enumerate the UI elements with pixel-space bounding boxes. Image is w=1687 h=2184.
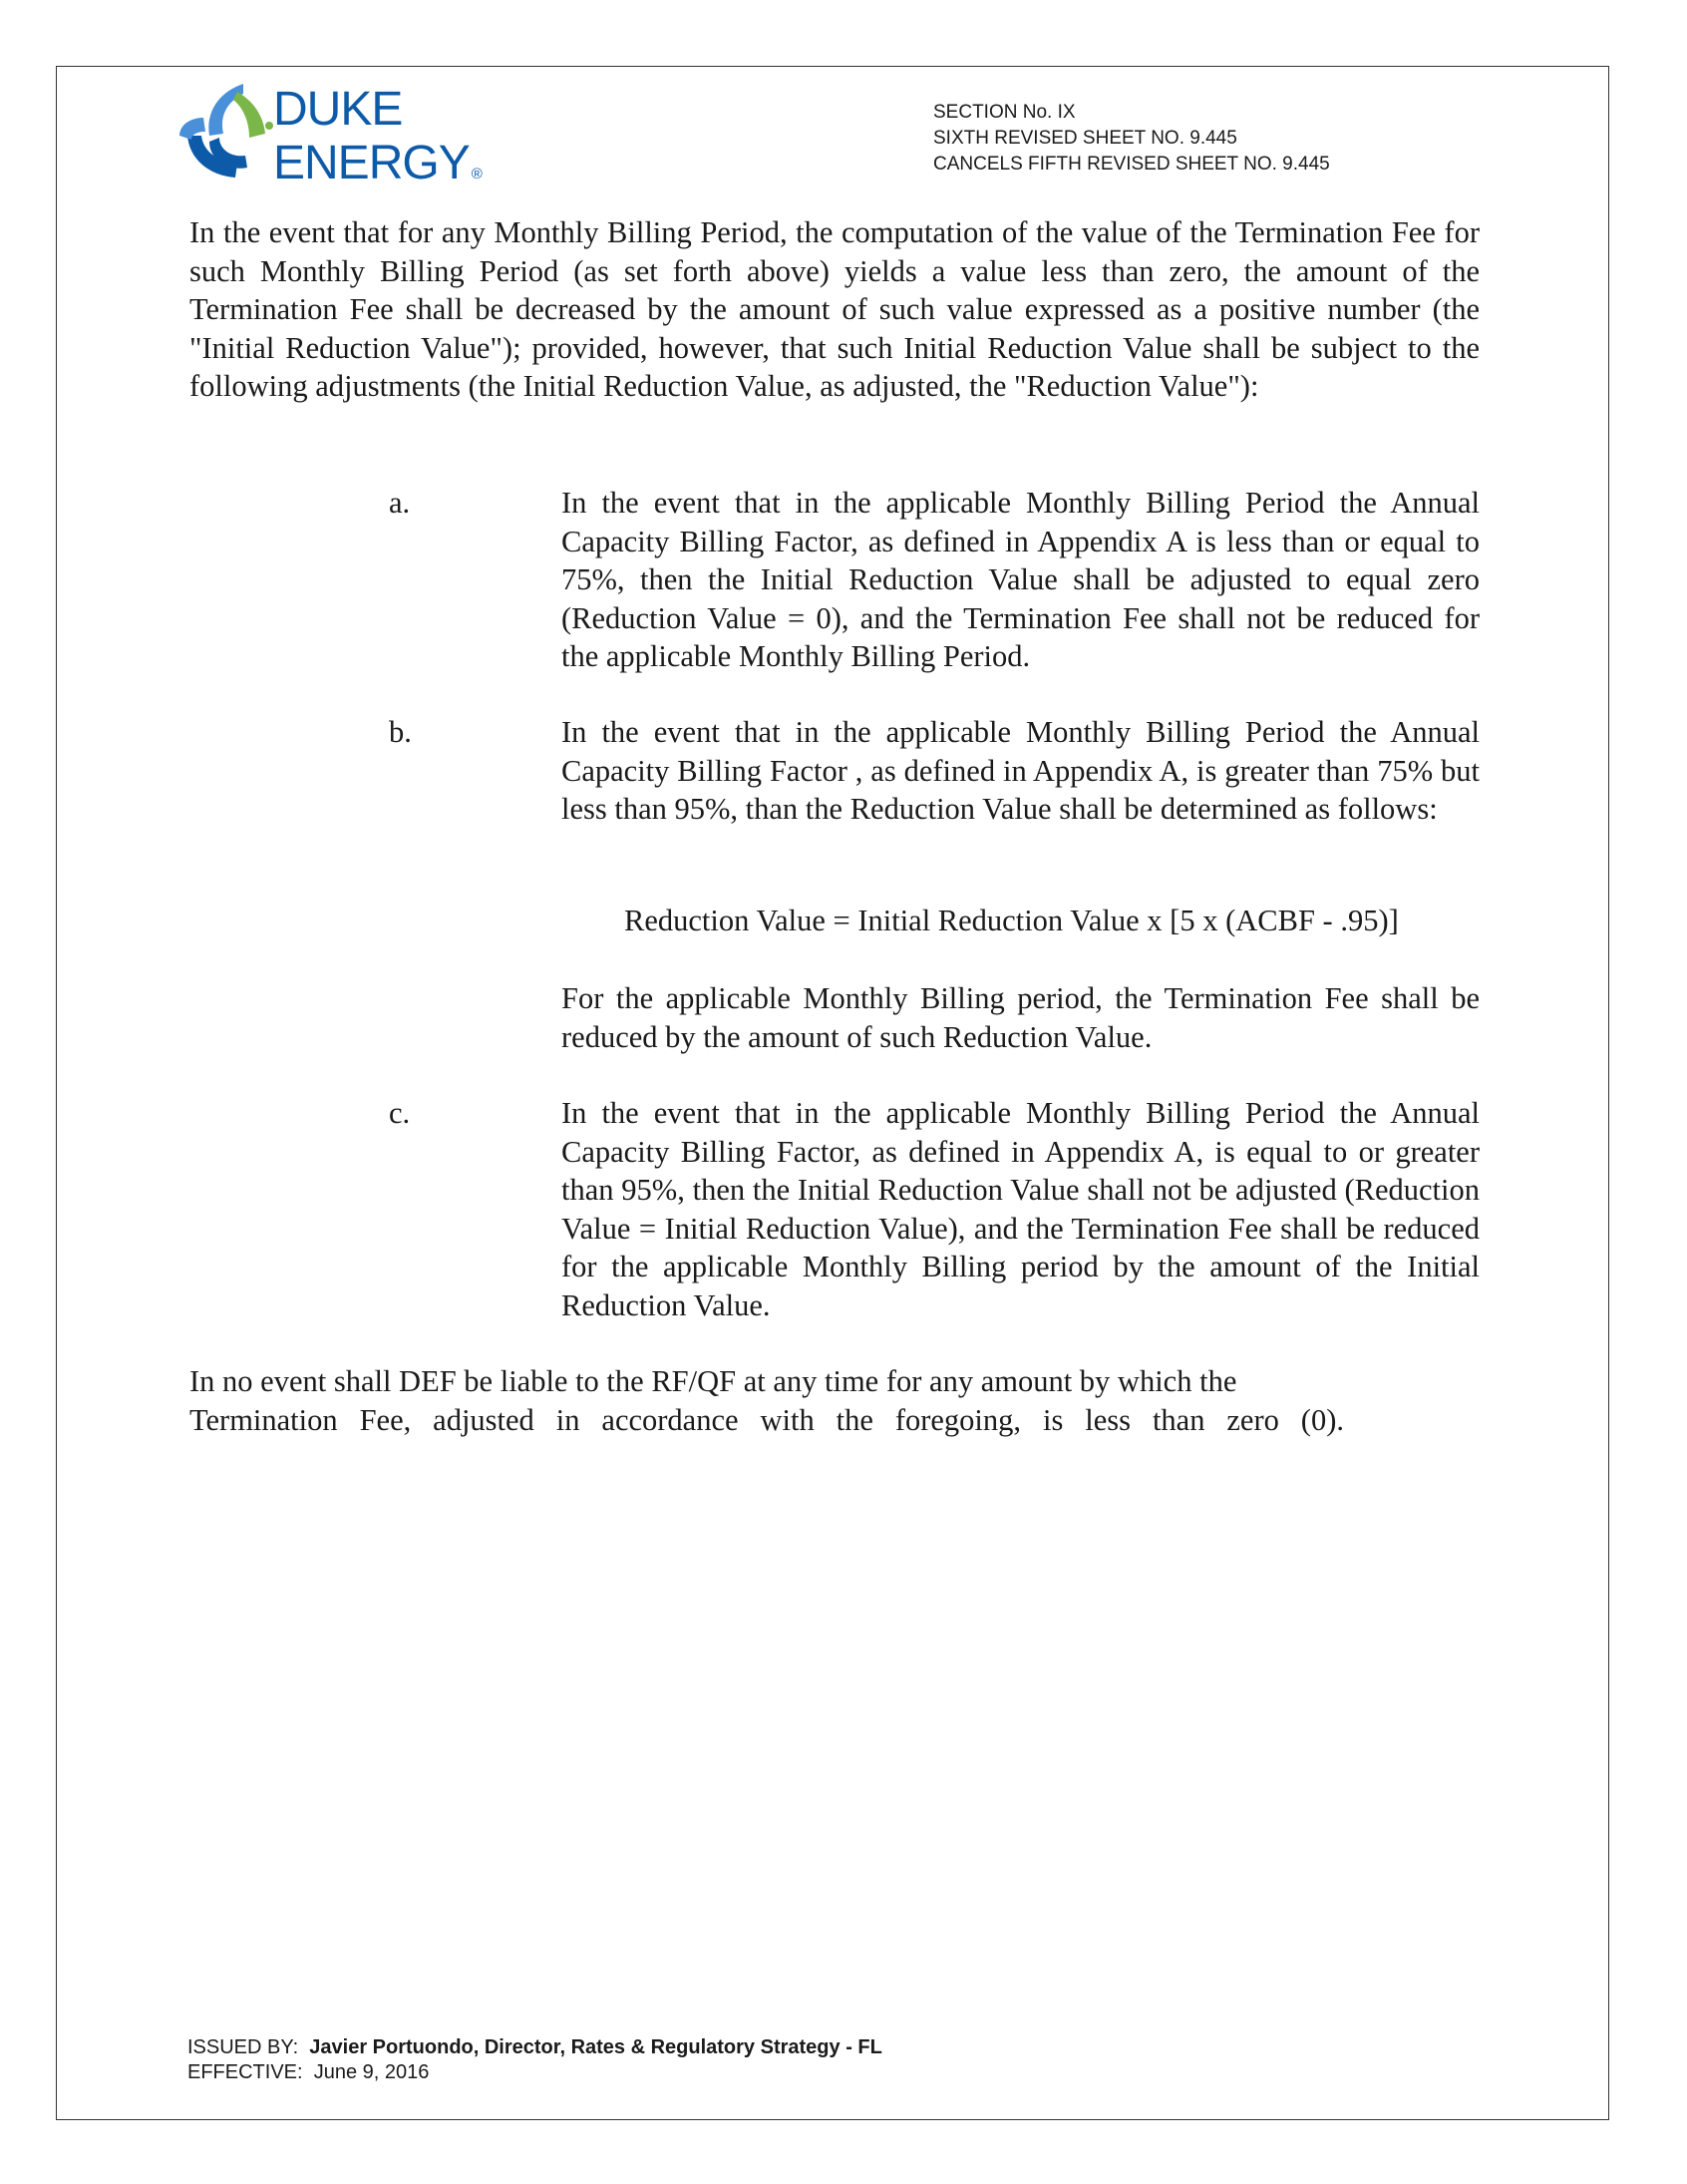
item-c-label: c. — [389, 1096, 411, 1130]
effective-label: EFFECTIVE: — [187, 2061, 303, 2083]
closing-line-1: In no event shall DEF be liable to the RF/QF at any time for any amount by which the — [189, 1364, 1237, 1398]
issued-by-value: Javier Portuondo, Director, Rates & Regulatory Strategy - FL — [309, 2036, 882, 2058]
revised-sheet-number: SIXTH REVISED SHEET NO. 9.445 — [933, 128, 1237, 149]
registered-mark: ® — [471, 166, 482, 182]
issuance-footer — [187, 2035, 882, 2085]
duke-energy-logo — [179, 78, 499, 187]
closing-line-2: Termination Fee, adjusted in accordance with the foregoing, is less than zero (0). — [189, 1402, 1344, 1437]
issued-by-label: ISSUED BY: — [187, 2036, 299, 2058]
item-b-text: In the event that in the applicable Monthly Billing Period the Annual Capacity Billing Factor , as defined in Appendix A, is greater than 75% but less than 95%, than the Reduction Value shall be determined as follows: — [561, 715, 1480, 826]
item-a-label: a. — [389, 486, 411, 520]
effective-date: June 9, 2016 — [313, 2061, 430, 2083]
intro-paragraph: In the event that for any Monthly Billing Period, the computation of the value of the Termination Fee for such Monthly Billing Period (as set forth above) yields a value less than zero, the amount of the Termination Fee shall be decreased by the amount of such value expressed as a positive number (the "Initial Reduction Value"); provided, however, that such Initial Reduction Value shall be subject to the following adjustments (the Initial Reduction Value, as adjusted, the "Reduction Value"): — [189, 215, 1480, 403]
issued-by-row — [187, 2035, 882, 2060]
section-number: SECTION No. IX — [933, 102, 1076, 123]
item-c-text: In the event that in the applicable Monthly Billing Period the Annual Capacity Billing Factor, as defined in Appendix A, is equal to or greater than 95%, then the Initial Reduction Value shall not be adjusted (Reduction Value = Initial Reduction Value), and the Termination Fee shall be reduced for the applicable Monthly Billing period by the amount of the Initial Reduction Value. — [561, 1096, 1480, 1322]
item-a-text: In the event that in the applicable Monthly Billing Period the Annual Capacity Billing Factor, as defined in Appendix A is less than or equal to 75%, then the Initial Reduction Value shall be adjusted to equal zero (Reduction Value = 0), and the Termination Fee shall not be reduced for the applicable Monthly Billing Period. — [561, 486, 1480, 673]
reduction-value-formula: Reduction Value = Initial Reduction Value x [5 x (ACBF - .95)] — [624, 904, 1399, 937]
closing-paragraph — [189, 1362, 1346, 1439]
effective-row — [187, 2060, 882, 2085]
logo-word-duke: DUKE — [273, 83, 403, 136]
duke-energy-mark-icon — [179, 78, 275, 187]
sheet-header — [933, 100, 1330, 178]
logo-word-energy — [273, 137, 482, 198]
item-b-label: b. — [389, 715, 412, 749]
item-b-followup: For the applicable Monthly Billing period, the Termination Fee shall be reduced by the amount of such Reduction Value. — [561, 981, 1480, 1054]
cancels-sheet-number: CANCELS FIFTH REVISED SHEET NO. 9.445 — [933, 154, 1330, 175]
logo-word-energy-text: ENERGY — [273, 137, 470, 189]
